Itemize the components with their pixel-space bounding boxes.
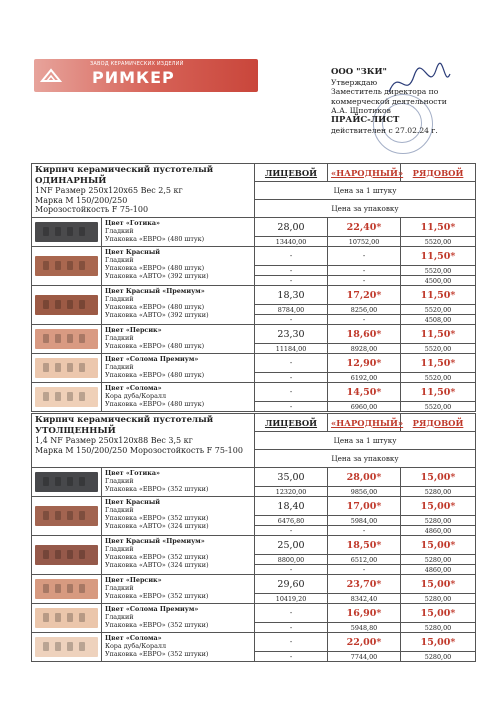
pack-row: 5520,00 [401, 344, 476, 354]
logo-emblem-icon [40, 65, 62, 87]
per-piece-label: Цена за 1 штуку [255, 432, 476, 450]
pack-row: 5520,00 [401, 402, 476, 412]
section-spec: 1,4 NF Размер 250х120х88 Вес 3,5 кг [35, 436, 193, 445]
company-logo [34, 59, 258, 92]
approval-block [331, 68, 491, 135]
pack-face: - [255, 526, 328, 536]
product-description [102, 286, 255, 325]
section-spec: 1NF Размер 250х120х65 Вес 2,5 кг [35, 186, 183, 195]
price-face: 35,00 [255, 468, 328, 487]
pack-face: 10419,20 [255, 594, 328, 604]
price-table-thick [31, 413, 476, 662]
brick-image-cell [32, 633, 102, 662]
product-detail: Гладкий [105, 612, 134, 621]
price-face: - [255, 354, 328, 373]
product-description [102, 354, 255, 383]
product-detail: Упаковка «АВТО» (324 штуки) [105, 560, 209, 569]
pack-folk: 10752,00 [328, 237, 401, 247]
product-detail: Гладкий [105, 362, 134, 371]
position-line-1: Заместитель директора по [331, 87, 439, 97]
pack-row: 5520,00 [401, 237, 476, 247]
product-detail: Упаковка «АВТО» (392 штуки) [105, 271, 209, 280]
brick-sample-image [35, 579, 98, 599]
brick-image-cell [32, 497, 102, 536]
pack-folk: - [328, 565, 401, 575]
col-row-header: РЯДОВОЙ [401, 164, 476, 182]
brick-image-cell [32, 247, 102, 286]
product-detail: Кора дуба/Коралл [105, 391, 167, 400]
product-description [102, 468, 255, 497]
product-detail: Гладкий [105, 476, 134, 485]
pack-face: 12320,00 [255, 487, 328, 497]
product-description [102, 325, 255, 354]
signer-name: А.А. Шпотиков [331, 106, 391, 116]
product-description [102, 383, 255, 412]
pack-folk: 9856,00 [328, 487, 401, 497]
price-row: 15,00* [401, 497, 476, 516]
pack-row: 5520,00 [401, 373, 476, 383]
pack-folk: 7744,00 [328, 652, 401, 662]
product-detail: Гладкий [105, 505, 134, 514]
pack-face: - [255, 266, 328, 276]
brick-sample-image [35, 387, 98, 407]
price-row: 11,50* [401, 383, 476, 402]
product-detail: Упаковка «ЕВРО» (352 штуки) [105, 620, 209, 629]
pack-folk: 8256,00 [328, 305, 401, 315]
section-spec: Морозостойкость F 75-100 [35, 205, 149, 214]
pack-face: - [255, 315, 328, 325]
product-description [102, 247, 255, 286]
per-pack-label: Цена за упаковку [255, 200, 476, 218]
pack-face: 8784,00 [255, 305, 328, 315]
pack-face: 8800,00 [255, 555, 328, 565]
product-detail: Упаковка «ЕВРО» (480 штук) [105, 399, 205, 408]
per-pack-label: Цена за упаковку [255, 450, 476, 468]
price-row: 15,00* [401, 468, 476, 487]
pack-folk: 8342,40 [328, 594, 401, 604]
product-detail: Гладкий [105, 333, 134, 342]
brick-image-cell [32, 325, 102, 354]
price-face: 18,40 [255, 497, 328, 516]
valid-date: действителен с 27.02.24 г. [331, 125, 438, 135]
product-color: Цвет «Солома» [105, 384, 162, 392]
section-spec: Марка М 150/200/250 [35, 195, 128, 205]
product-color: Цвет «Готика» [105, 469, 160, 477]
price-face: 23,30 [255, 325, 328, 344]
brick-sample-image [35, 637, 98, 657]
pack-folk: 6960,00 [328, 402, 401, 412]
price-row: 15,00* [401, 575, 476, 594]
price-face: - [255, 383, 328, 402]
product-detail: Упаковка «ЕВРО» (480 штук) [105, 302, 205, 311]
col-folk-header: «НАРОДНЫЙ» [328, 414, 401, 432]
product-color: Цвет «Солома Премиум» [105, 605, 199, 613]
pack-folk: 8928,00 [328, 344, 401, 354]
product-color: Цвет «Готика» [105, 219, 160, 227]
product-detail: Упаковка «ЕВРО» (352 штуки) [105, 552, 209, 561]
col-row-header: РЯДОВОЙ [401, 414, 476, 432]
brick-sample-image [35, 295, 98, 315]
pack-row: 4860,00 [401, 565, 476, 575]
pack-row: 5520,00 [401, 305, 476, 315]
pack-row: 5520,00 [401, 266, 476, 276]
price-folk: 16,90* [328, 604, 401, 623]
price-face: 25,00 [255, 536, 328, 555]
price-row: 11,50* [401, 325, 476, 344]
price-folk: 17,20* [328, 286, 401, 305]
pack-row: 5280,00 [401, 487, 476, 497]
pack-face: - [255, 373, 328, 383]
brick-sample-image [35, 358, 98, 378]
price-face: - [255, 633, 328, 652]
brick-image-cell [32, 354, 102, 383]
price-row: 11,50* [401, 354, 476, 373]
brick-sample-image [35, 329, 98, 349]
product-detail: Упаковка «ЕВРО» (480 штук) [105, 263, 205, 272]
brick-image-cell [32, 575, 102, 604]
pack-folk: 6512,00 [328, 555, 401, 565]
product-detail: Упаковка «ЕВРО» (352 штуки) [105, 649, 209, 658]
product-detail: Упаковка «АВТО» (392 штуки) [105, 310, 209, 319]
product-detail: Гладкий [105, 583, 134, 592]
section-title: Кирпич керамический пустотелый УТОЛЩЕННЫЙ [35, 415, 214, 436]
pack-row: 5280,00 [401, 623, 476, 633]
pack-face: - [255, 565, 328, 575]
price-folk: 18,50* [328, 536, 401, 555]
product-color: Цвет Красный «Премиум» [105, 537, 205, 545]
product-detail: Упаковка «ЕВРО» (352 штуки) [105, 484, 209, 493]
company-name: ООО "ЗКИ" [331, 67, 387, 77]
product-detail: Гладкий [105, 226, 134, 235]
brick-sample-image [35, 222, 98, 242]
price-folk: 22,40* [328, 218, 401, 237]
price-folk: 14,50* [328, 383, 401, 402]
product-color: Цвет Красный «Премиум» [105, 287, 205, 295]
product-description [102, 633, 255, 662]
price-face: 29,60 [255, 575, 328, 594]
logo-name: РИМКЕР [92, 68, 175, 87]
brick-sample-image [35, 506, 98, 526]
product-color: Цвет Красный [105, 248, 161, 256]
pack-row: 4508,00 [401, 315, 476, 325]
product-color: Цвет «Солома» [105, 634, 162, 642]
price-row: 15,00* [401, 536, 476, 555]
product-detail: Упаковка «ЕВРО» (352 штуки) [105, 591, 209, 600]
product-description [102, 536, 255, 575]
brick-image-cell [32, 383, 102, 412]
pack-row: 5280,00 [401, 594, 476, 604]
price-row: 11,50* [401, 286, 476, 305]
price-folk: 28,00* [328, 468, 401, 487]
product-detail: Упаковка «АВТО» (324 штуки) [105, 521, 209, 530]
price-face: - [255, 247, 328, 266]
pack-face: - [255, 623, 328, 633]
logo-subtitle: ЗАВОД КЕРАМИЧЕСКИХ ИЗДЕЛИЙ [90, 61, 184, 67]
doc-title: ПРАЙС-ЛИСТ [331, 114, 400, 125]
product-detail: Гладкий [105, 294, 134, 303]
price-face: 28,00 [255, 218, 328, 237]
product-detail: Упаковка «ЕВРО» (480 штук) [105, 341, 205, 350]
brick-image-cell [32, 468, 102, 497]
col-folk-header: «НАРОДНЫЙ» [328, 164, 401, 182]
price-folk: - [328, 247, 401, 266]
product-color: Цвет «Персик» [105, 326, 162, 334]
approve-label: Утверждаю [331, 77, 378, 87]
product-detail: Кора дуба/Коралл [105, 641, 167, 650]
price-face: 18,30 [255, 286, 328, 305]
col-face-header: ЛИЦЕВОЙ [255, 414, 328, 432]
pack-row: 5280,00 [401, 652, 476, 662]
product-detail: Упаковка «ЕВРО» (480 штук) [105, 370, 205, 379]
per-piece-label: Цена за 1 штуку [255, 182, 476, 200]
product-color: Цвет Красный [105, 498, 161, 506]
pack-folk: 6192,00 [328, 373, 401, 383]
brick-image-cell [32, 286, 102, 325]
price-folk: 23,70* [328, 575, 401, 594]
brick-sample-image [35, 608, 98, 628]
section-heading [32, 414, 255, 468]
product-color: Цвет «Солома Премиум» [105, 355, 199, 363]
price-row: 15,00* [401, 633, 476, 652]
brick-sample-image [35, 545, 98, 565]
brick-image-cell [32, 604, 102, 633]
brick-sample-image [35, 256, 98, 276]
pack-folk: 5984,00 [328, 516, 401, 526]
price-row: 11,50* [401, 247, 476, 266]
section-heading [32, 164, 255, 218]
price-row: 11,50* [401, 218, 476, 237]
product-detail: Гладкий [105, 544, 134, 553]
pack-face: 6476,80 [255, 516, 328, 526]
pack-row: 5280,00 [401, 555, 476, 565]
product-description [102, 575, 255, 604]
pack-folk: - [328, 276, 401, 286]
product-description [102, 604, 255, 633]
brick-image-cell [32, 536, 102, 575]
price-folk: 18,60* [328, 325, 401, 344]
pack-folk: - [328, 315, 401, 325]
brick-sample-image [35, 472, 98, 492]
product-description [102, 218, 255, 247]
pack-row: 4500,00 [401, 276, 476, 286]
section-spec: Марка М 150/200/250 Морозостойкость F 75-100 [35, 445, 243, 455]
pack-row: 5280,00 [401, 516, 476, 526]
pack-folk: 5948,80 [328, 623, 401, 633]
position-line-2: коммерческой деятельности [331, 96, 447, 106]
pack-face: - [255, 652, 328, 662]
product-detail: Гладкий [105, 255, 134, 264]
pack-row: 4860,00 [401, 526, 476, 536]
col-face-header: ЛИЦЕВОЙ [255, 164, 328, 182]
product-description [102, 497, 255, 536]
price-folk: 12,90* [328, 354, 401, 373]
product-detail: Упаковка «ЕВРО» (352 штуки) [105, 513, 209, 522]
price-table-single [31, 163, 476, 412]
pack-face: - [255, 276, 328, 286]
section-title: Кирпич керамический пустотелый ОДИНАРНЫЙ [35, 165, 214, 186]
product-detail: Упаковка «ЕВРО» (480 штук) [105, 234, 205, 243]
pack-folk: - [328, 526, 401, 536]
brick-image-cell [32, 218, 102, 247]
pack-face: 11184,00 [255, 344, 328, 354]
pack-face: 13440,00 [255, 237, 328, 247]
pack-face: - [255, 402, 328, 412]
price-row: 15,00* [401, 604, 476, 623]
price-folk: 22,00* [328, 633, 401, 652]
price-folk: 17,00* [328, 497, 401, 516]
price-face: - [255, 604, 328, 623]
product-color: Цвет «Персик» [105, 576, 162, 584]
pack-folk: - [328, 266, 401, 276]
